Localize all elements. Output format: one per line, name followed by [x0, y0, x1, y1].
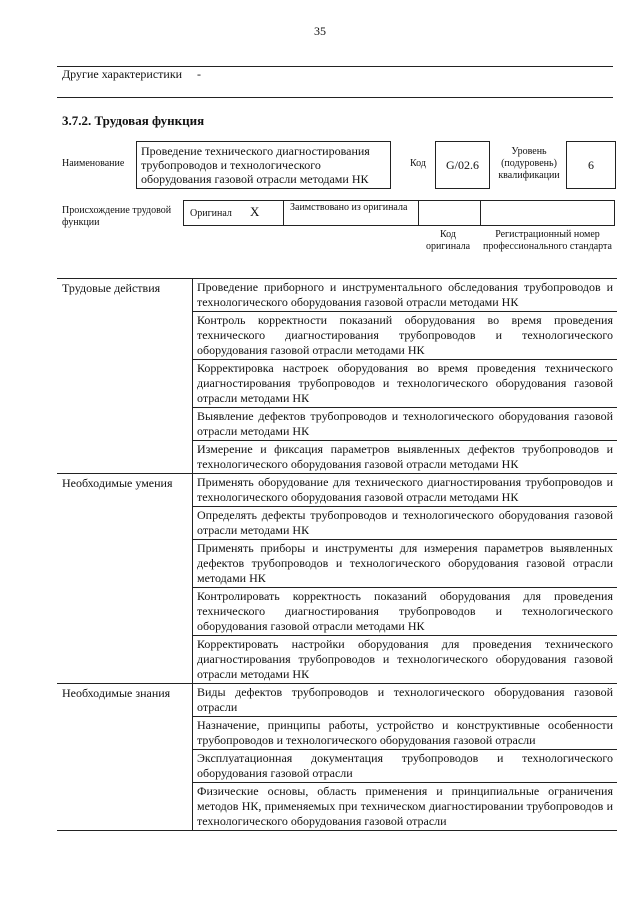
function-level: 6 — [566, 141, 616, 189]
name-label: Наименование — [62, 158, 125, 169]
table-group — [57, 474, 617, 684]
function-name: Проведение технического диагностирования трубопроводов и технологического оборудования газовой отрасли методами НК — [136, 141, 391, 189]
group-label: Необходимые знания — [57, 684, 193, 830]
other-characteristics-value: - — [197, 67, 201, 81]
table-row: Измерение и фиксация параметров выявленных дефектов трубопроводов и технологического оборудования газовой отрасли методами НК — [197, 442, 613, 471]
table-group — [57, 684, 617, 831]
table-row: Эксплуатационная документация трубопроводов и технологического оборудования газовой отрасли — [193, 750, 617, 783]
table-row: Физические основы, область применения и принципиальные ограничения методов НК, применяемых при техническом диагностировании трубопроводов и технологического оборудования газовой отрасли — [197, 784, 613, 828]
origin-divider — [418, 200, 419, 226]
reg-number-caption: Регистрационный номер профессионального стандарта — [483, 229, 612, 252]
group-label: Необходимые умения — [57, 474, 193, 683]
function-code: G/02.6 — [435, 141, 490, 189]
code-label: Код — [410, 158, 426, 169]
table-group — [57, 279, 617, 474]
code-original-caption: Код оригинала — [425, 229, 471, 252]
function-table — [57, 278, 617, 831]
table-row: Проведение приборного и инструментального обследования трубопроводов и технологического оборудования газовой отрасли методами НК — [193, 279, 617, 312]
origin-divider — [480, 200, 481, 226]
table-row: Контроль корректности показаний оборудования во время проведения технического диагностирования трубопроводов и технологического оборудования газовой отрасли методами НК — [193, 312, 617, 360]
page-number: 35 — [314, 24, 326, 38]
table-row: Применять оборудование для технического диагностирования трубопроводов и технологического оборудования газовой отрасли методами НК — [193, 474, 617, 507]
origin-label: Происхождение трудовой функции — [62, 205, 172, 228]
section-title: 3.7.2. Трудовая функция — [62, 113, 205, 128]
level-label: Уровень (подуровень) квалификации — [498, 146, 560, 181]
table-row: Назначение, принципы работы, устройство и конструктивные особенности трубопроводов и технологического оборудования газовой отрасли — [193, 717, 617, 750]
table-row: Определять дефекты трубопроводов и технологического оборудования газовой отрасли методами НК — [193, 507, 617, 540]
origin-divider — [283, 200, 284, 226]
table-row: Выявление дефектов трубопроводов и технологического оборудования газовой отрасли методами НК — [193, 408, 617, 441]
table-row: Виды дефектов трубопроводов и технологического оборудования газовой отрасли — [193, 684, 617, 717]
other-characteristics-label: Другие характеристики — [62, 67, 183, 81]
table-row: Корректировка настроек оборудования во время проведения технического диагностирования трубопроводов и технологического оборудования газовой отрасли методами НК — [193, 360, 617, 408]
original-label: Оригинал — [190, 208, 232, 219]
original-mark: X — [250, 204, 260, 219]
table-row: Контролировать корректность показаний оборудования для проведения технического диагностирования трубопроводов и технологического оборудования газовой отрасли методами НК — [193, 588, 617, 636]
group-label: Трудовые действия — [57, 279, 193, 473]
borrowed-label: Заимствовано из оригинала — [290, 202, 408, 213]
table-row: Корректировать настройки оборудования для проведения технического диагностирования трубопроводов и технологического оборудования газовой отрасли методами НК — [197, 637, 613, 681]
table-row: Применять приборы и инструменты для измерения параметров выявленных дефектов трубопроводов и технологического оборудования газовой отрасли методами НК — [193, 540, 617, 588]
